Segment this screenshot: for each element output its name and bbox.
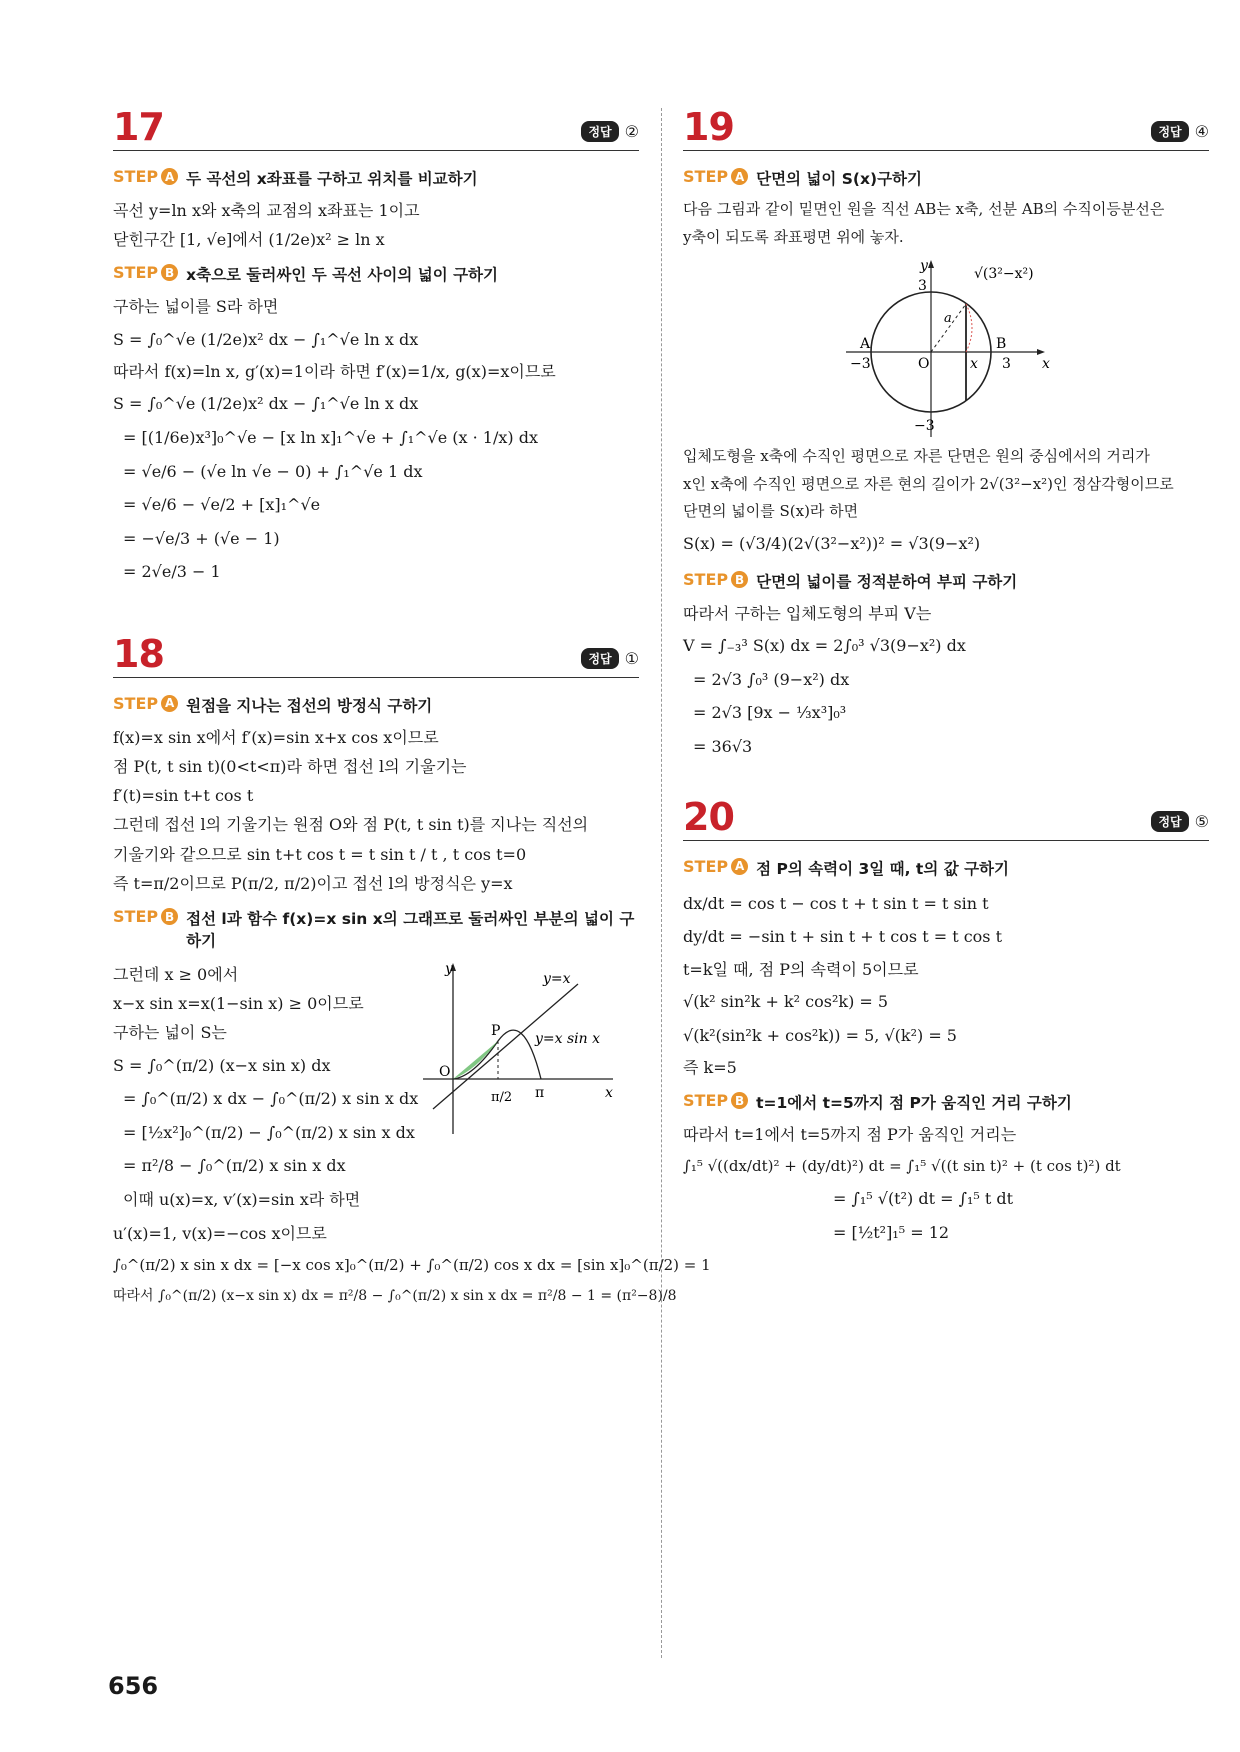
equation: = π²/8 − ∫₀^(π/2) x sin x dx [123,1156,346,1176]
equation: dy/dt = −sin t + sin t + t cos t = t cos t [683,927,1003,947]
equation: 이때 u(x)=x, v′(x)=sin x라 하면 [123,1189,361,1209]
step-title: 점 P의 속력이 3일 때, t의 값 구하기 [756,859,1009,878]
point-b-label: B [996,336,1007,352]
step-b-text [113,959,419,1183]
equation: = 2√3 [9x − ⅓x³]₀³ [693,703,847,723]
page-number: 656 [108,1672,159,1700]
equation: u′(x)=1, v(x)=−cos x이므로 [113,1223,327,1243]
equation: dx/dt = cos t − cos t + t sin t = t sin t [683,893,989,913]
text-line: 구하는 넓이 S는 [113,1023,227,1043]
problem-20 [683,794,1209,1250]
text-line: 따라서 구하는 입체도형의 부피 V는 [683,604,932,624]
step-label [683,1091,748,1110]
answer-block [1151,121,1209,142]
circle-figure-wrap [683,252,1209,442]
step-circle: B [731,1092,748,1109]
top-label: 3 [918,278,927,294]
text-line: 그런데 접선 l의 기울기는 원점 O와 점 P(t, t sin t)를 지나는 직선의 [113,815,589,835]
equation: = 2√e/3 − 1 [123,562,221,582]
step-circle: B [161,264,178,281]
step-circle: B [161,908,178,925]
step-circle: A [161,168,178,185]
y-axis-label: y [445,961,453,978]
equation: = 2√3 ∫₀³ (9−x²) dx [693,669,850,689]
step-label [113,907,178,926]
equation: √(k²(sin²k + cos²k)) = 5, √(k²) = 5 [683,1025,957,1045]
step-title: t=1에서 t=5까지 점 P가 움직인 거리 구하기 [756,1094,1072,1113]
text-line: f′(t)=sin t+t cos t [113,786,254,806]
equation: = √e/6 − √e/2 + [x]₁^√e [123,495,321,515]
equation: ∫₁⁵ √((dx/dt)² + (dy/dt)²) dt = ∫₁⁵ √((t sin t)² + (t cos t)²) dt [683,1156,1121,1175]
step-word: STEP [113,263,159,283]
equation: ∫₀^(π/2) x sin x dx = [−x cos x]₀^(π/2) + ∫₀^(π/2) cos x dx = [sin x]₀^(π/2) = 1 [113,1256,711,1275]
step-word: STEP [683,167,729,186]
step-b-heading [113,907,639,951]
problem-number: 19 [683,105,734,149]
step-b-heading [113,263,639,285]
step-title: 두 곡선의 x좌표를 구하고 위치를 비교하기 [186,170,478,188]
text-line: 닫힌구간 [1, √e]에서 (1/2e)x² ≥ ln x [113,230,385,250]
x-axis-label: x [1042,356,1050,372]
step-label [683,857,748,876]
equation: S(x) = (√3/4)(2√(3²−x²))² = √3(9−x²) [683,533,981,553]
equation: = 36√3 [693,737,753,757]
problem-number: 20 [683,794,734,839]
step-label [113,167,178,186]
step-word: STEP [113,167,159,186]
curve-label: y=x sin x [535,1031,601,1048]
step-a-heading [113,167,639,189]
answer-badge: 정답 [1151,811,1188,832]
equation: = ∫₀^(π/2) x dx − ∫₀^(π/2) x sin x dx [123,1089,419,1109]
answer-badge: 정답 [581,648,618,669]
equation: S = ∫₀^(π/2) (x−x sin x) dx [113,1055,331,1075]
right-column [683,105,1209,1249]
step-title: 접선 l과 함수 f(x)=x sin x의 그래프로 둘러싸인 부분의 넓이 구하기 [186,910,635,951]
text-line: 따라서 f(x)=ln x, g′(x)=1이라 하면 f′(x)=1/x, g(x)=x이므로 [113,362,556,382]
equation: = −√e/3 + (√e − 1) [123,528,280,548]
step-label [683,167,748,186]
step-title: 원점을 지나는 접선의 방정식 구하기 [186,696,433,715]
answer-value: ④ [1194,122,1209,141]
chord-label: √(3²−x²) [974,266,1034,282]
origin-label: O [918,356,930,372]
step-circle: A [161,695,178,712]
equation: 따라서 ∫₀^(π/2) (x−x sin x) dx = π²/8 − ∫₀^(π/2) x sin x dx = π²/8 − 1 = (π²−8)/8 [113,1287,677,1304]
text-line: 점 P(t, t sin t)(0<t<π)라 하면 접선 l의 기울기는 [113,757,467,777]
text-line: 구하는 넓이를 S라 하면 [113,297,279,317]
left-label: −3 [850,356,871,372]
step-a-heading [683,167,1209,189]
problem-number: 17 [113,105,164,149]
text-line: 입체도형을 x축에 수직인 평면으로 자른 단면은 원의 중심에서의 거리가 [683,447,1150,465]
problem-19 [683,105,1209,764]
step-title: x축으로 둘러싸인 두 곡선 사이의 넓이 구하기 [186,266,498,285]
step-word: STEP [683,570,729,590]
text-line: 즉 k=5 [683,1058,737,1078]
text-line: 따라서 t=1에서 t=5까지 점 P가 움직인 거리는 [683,1125,1017,1145]
equation: = [½t²]₁⁵ = 12 [833,1222,950,1242]
point-label: P [491,1023,501,1040]
equation: = √e/6 − (√e ln √e − 0) + ∫₁^√e 1 dx [123,461,423,481]
origin-label: O [439,1064,451,1081]
step-label [113,694,178,713]
step-circle: B [731,571,748,588]
right-label: 3 [1002,356,1011,372]
text-line: 다음 그림과 같이 밑면인 원을 직선 AB는 x축, 선분 AB의 수직이등분선은 [683,200,1165,218]
step-word: STEP [683,856,729,876]
step-title: 단면의 넓이 S(x)구하기 [756,170,922,188]
text-line: 즉 t=π/2이므로 P(π/2, π/2)이고 접선 l의 방정식은 y=x [113,873,513,893]
equation: √(k² sin²k + k² cos²k) = 5 [683,992,889,1012]
text-line: f(x)=x sin x에서 f′(x)=sin x+x cos x이므로 [113,727,439,747]
text-line: x−x sin x=x(1−sin x) ≥ 0이므로 [113,994,364,1014]
shaded-region [453,1041,498,1079]
problem-17-header [113,105,639,151]
a-label: a [944,311,952,326]
text-line: 곡선 y=ln x와 x축의 교점의 x좌표는 1이고 [113,201,420,220]
x-axis-label: x [605,1085,613,1102]
step-b-heading [683,570,1209,592]
step-circle: A [731,858,748,875]
y-axis-label: y [920,258,928,274]
triangle-outline [966,304,972,352]
text-line: 단면의 넓이를 S(x)라 하면 [683,502,859,520]
x-axis-arrow [1037,349,1045,355]
text-line: 그런데 x ≥ 0에서 [113,965,239,985]
text-line: 기울기와 같으므로 sin t+t cos t = t sin t / t , t cos t=0 [113,844,527,864]
text-line: t=k일 때, 점 P의 속력이 5이므로 [683,959,919,979]
tick-half-pi: π/2 [491,1090,513,1106]
step-b-body [113,959,639,1183]
bottom-label: −3 [914,418,935,434]
text-line: x인 x축에 수직인 평면으로 자른 현의 길이가 2√(3²−x²)인 정삼각형이므로 [683,474,1174,493]
answer-value: ① [624,648,639,668]
equation: = [½x²]₀^(π/2) − ∫₀^(π/2) x sin x dx [123,1122,415,1142]
answer-block [581,121,639,142]
answer-value: ⑤ [1194,811,1209,831]
x-position-label: x [970,356,978,372]
step-circle: A [731,168,748,185]
equation: S = ∫₀^√e (1/2e)x² dx − ∫₁^√e ln x dx [113,329,419,349]
y-axis-arrow [928,260,934,268]
problem-20-header [683,794,1209,841]
problem-18-header [113,631,639,678]
step-word: STEP [113,907,159,927]
step-label [113,263,178,282]
column-divider [661,108,662,1658]
answer-block [1151,811,1209,832]
text-line: y축이 되도록 좌표평면 위에 놓자. [683,227,904,246]
equation: = [(1/6e)x³]₀^√e − [x ln x]₁^√e + ∫₁^√e (x · 1/x) dx [123,427,538,447]
equation: V = ∫₋₃³ S(x) dx = 2∫₀³ √3(9−x²) dx [683,636,966,656]
circle-figure [836,252,1056,442]
tick-pi: π [535,1085,545,1102]
line-label: y=x [543,971,571,988]
problem-number: 18 [113,631,164,676]
problem-19-header [683,105,1209,151]
answer-value: ② [624,122,639,141]
answer-badge: 정답 [1151,121,1188,142]
point-a-label: A [860,336,871,352]
step-word: STEP [683,1091,729,1111]
step-label [683,570,748,589]
step-b-heading [683,1091,1209,1113]
step-a-heading [113,694,639,716]
answer-badge: 정답 [581,121,618,142]
equation: = ∫₁⁵ √(t²) dt = ∫₁⁵ t dt [833,1189,1014,1209]
equation: S = ∫₀^√e (1/2e)x² dx − ∫₁^√e ln x dx [113,394,419,414]
problem-17 [113,105,639,589]
answer-block [581,648,639,669]
step-a-heading [683,857,1209,879]
step-word: STEP [113,693,159,713]
step-title: 단면의 넓이를 정적분하여 부피 구하기 [756,573,1018,592]
graph-figure [413,959,623,1139]
